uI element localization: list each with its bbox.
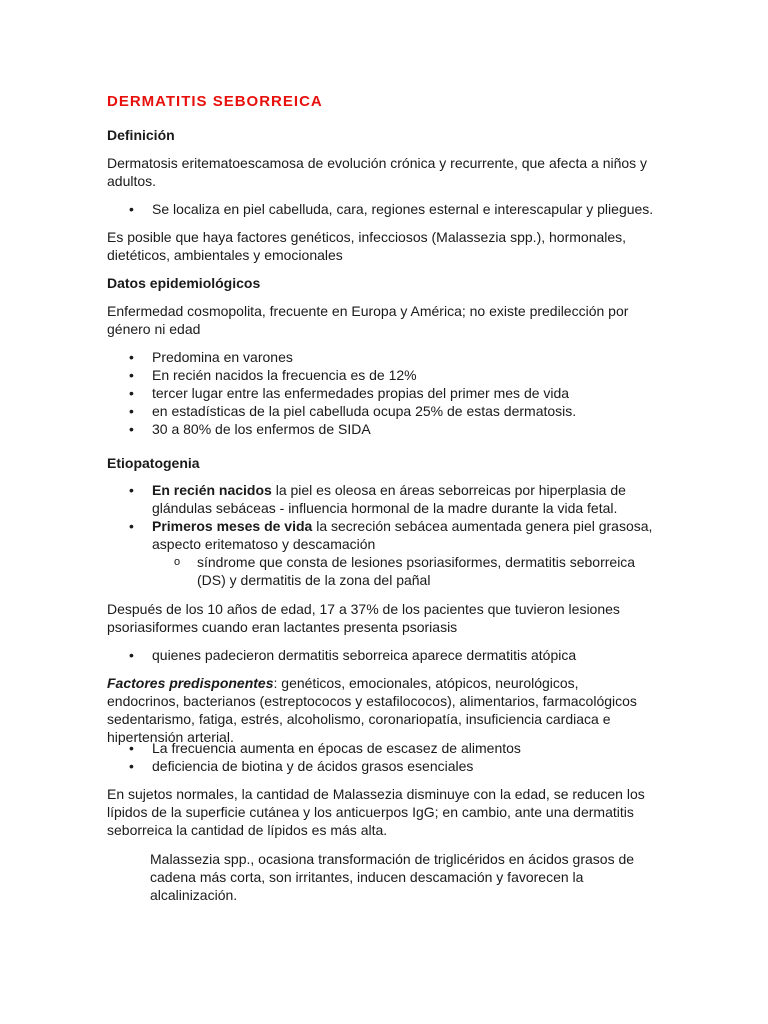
list-item: • Se localiza en piel cabelluda, cara, regiones esternal e interescapular y pliegues. bbox=[107, 200, 667, 218]
list-item: • Predomina en varones bbox=[107, 348, 667, 366]
item-text: la secreción sebácea aumentada genera piel grasosa, aspecto eritematoso y descamación bbox=[152, 518, 653, 552]
epidemiologia-paragraph: Enfermedad cosmopolita, frecuente en Europa y América; no existe predilección por género ni edad bbox=[107, 303, 629, 337]
sub-list bbox=[152, 553, 667, 589]
factores-label: Factores predisponentes bbox=[107, 675, 274, 691]
etiopatogenia-bullet-list bbox=[107, 481, 667, 589]
list-item: • quienes padecieron dermatitis seborreica aparece dermatitis atópica bbox=[107, 646, 667, 664]
sujetos-normales-paragraph: En sujetos normales, la cantidad de Malassezia disminuye con la edad, se reducen los lípidos de la superficie cutánea y los anticuerpos IgG; en cambio, ante una dermatitis seborreica la cantidad de lípidos es más alta. bbox=[107, 786, 645, 838]
definicion-paragraph: Dermatosis eritematoescamosa de evolución crónica y recurrente, que afecta a niños y adultos. bbox=[107, 155, 648, 189]
list-item: • En recién nacidos la frecuencia es de 12% bbox=[107, 366, 667, 384]
list-item: • La frecuencia aumenta en épocas de escasez de alimentos bbox=[107, 739, 667, 757]
list-item: • deficiencia de biotina y de ácidos grasos esenciales bbox=[107, 757, 667, 775]
factores-paragraph: Es posible que haya factores genéticos, infecciosos (Malassezia spp.), hormonales, dietéticos, ambientales y emocionales bbox=[107, 229, 627, 263]
item-bold-label: Primeros meses de vida bbox=[152, 518, 313, 534]
malassezia-paragraph: Malassezia spp., ocasiona transformación de triglicéridos en ácidos grasos de cadena más corta, son irritantes, inducen descamación y favorecen la alcalinización. bbox=[150, 851, 635, 903]
list-item: • 30 a 80% de los enfermos de SIDA bbox=[107, 420, 667, 438]
sub-list-item: o síndrome que consta de lesiones psoriasiformes, dermatitis seborreica (DS) y dermatitis de la zona del pañal bbox=[152, 553, 667, 589]
factores-predisponentes-paragraph bbox=[107, 674, 652, 746]
factores-bullet-list bbox=[107, 739, 667, 775]
epidemiologia-bullet-list bbox=[107, 348, 667, 438]
psoriasis-paragraph: Después de los 10 años de edad, 17 a 37% de los pacientes que tuvieron lesiones psoriasiformes cuando eran lactantes presenta psoriasis bbox=[107, 601, 620, 635]
atopica-bullet-list bbox=[107, 646, 667, 664]
document-title: DERMATITIS SEBORREICA bbox=[107, 93, 323, 110]
section-heading-epidemiologia: Datos epidemiológicos bbox=[107, 275, 261, 291]
list-item: • tercer lugar entre las enfermedades propias del primer mes de vida bbox=[107, 384, 667, 402]
item-text: la piel es oleosa en áreas seborreicas por hiperplasia de glándulas sebáceas - influencia hormonal de la madre durante la vida fetal. bbox=[152, 482, 626, 516]
definicion-bullet-list bbox=[107, 200, 667, 218]
list-item bbox=[107, 517, 667, 589]
section-heading-definicion: Definición bbox=[107, 127, 175, 143]
section-heading-etiopatogenia: Etiopatogenia bbox=[107, 455, 200, 471]
list-item bbox=[107, 481, 667, 517]
item-bold-label: En recién nacidos bbox=[152, 482, 272, 498]
factores-text: : genéticos, emocionales, atópicos, neurológicos, endocrinos, bacterianos (estreptococos y estafilococos), alimentarios, farmacológicos sedentarismo, fatiga, estrés, alcoholismo, coronariopatía, insuficiencia cardiaca e hipertensión arterial. bbox=[107, 675, 637, 745]
list-item: • en estadísticas de la piel cabelluda ocupa 25% de estas dermatosis. bbox=[107, 402, 667, 420]
